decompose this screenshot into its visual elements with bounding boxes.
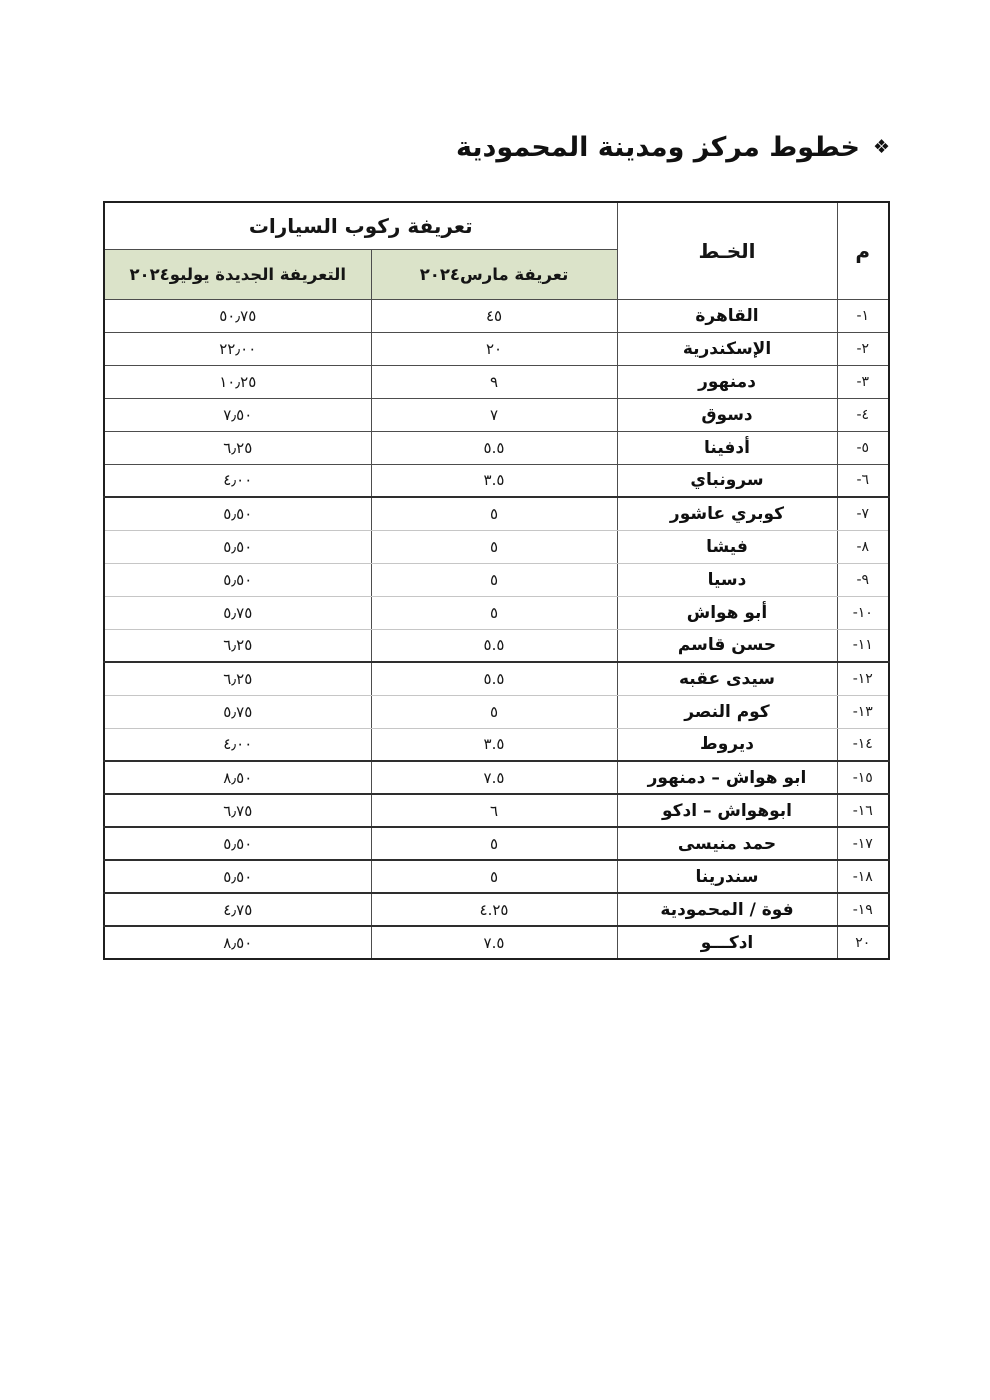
new-fare-value: ١٠٫٢٥ [104, 365, 371, 398]
row-number: -٨ [837, 530, 889, 563]
header-col-new-july-2024: التعريفة الجديدة يوليو٢٠٢٤ [104, 249, 371, 299]
line-name: دسيا [617, 563, 837, 596]
march-fare-value: ٢٠ [371, 332, 617, 365]
line-name: أبو هواش [617, 596, 837, 629]
row-number: -١١ [837, 629, 889, 662]
march-fare-value: ٥.٥ [371, 431, 617, 464]
line-name: الإسكندرية [617, 332, 837, 365]
table-row [104, 629, 889, 662]
header-col-march-2024: تعريفة مارس٢٠٢٤ [371, 249, 617, 299]
march-fare-value: ٥.٥ [371, 662, 617, 695]
row-number: -٢ [837, 332, 889, 365]
new-fare-value: ٨٫٥٠ [104, 926, 371, 959]
table-row [104, 563, 889, 596]
document-page [0, 132, 990, 1400]
page-title-text: خطوط مركز ومدينة المحمودية [456, 132, 860, 163]
table-row [104, 728, 889, 761]
table-row [104, 365, 889, 398]
row-number: -١٦ [837, 794, 889, 827]
new-fare-value: ٥٫٥٠ [104, 827, 371, 860]
row-number: -١٥ [837, 761, 889, 794]
table-row [104, 695, 889, 728]
new-fare-value: ٤٫٠٠ [104, 728, 371, 761]
table-row [104, 827, 889, 860]
table-row [104, 596, 889, 629]
table-row [104, 431, 889, 464]
row-number: -٥ [837, 431, 889, 464]
table-row [104, 926, 889, 959]
line-name: دسوق [617, 398, 837, 431]
line-name: دمنهور [617, 365, 837, 398]
new-fare-value: ٢٢٫٠٠ [104, 332, 371, 365]
line-name: ديروط [617, 728, 837, 761]
line-name: ابوهواش – ادكو [617, 794, 837, 827]
fare-table [103, 201, 890, 960]
table-row [104, 860, 889, 893]
march-fare-value: ٤٥ [371, 299, 617, 332]
table-row [104, 761, 889, 794]
new-fare-value: ٦٫٢٥ [104, 662, 371, 695]
table-row [104, 299, 889, 332]
new-fare-value: ٤٫٠٠ [104, 464, 371, 497]
new-fare-value: ٥٫٧٥ [104, 596, 371, 629]
new-fare-value: ٥٫٥٠ [104, 563, 371, 596]
row-number: -٤ [837, 398, 889, 431]
header-col-line: الخـط [617, 202, 837, 299]
table-row [104, 398, 889, 431]
line-name: سيدى عقبه [617, 662, 837, 695]
header-row-1 [104, 202, 889, 249]
table-row [104, 332, 889, 365]
march-fare-value: ٥ [371, 563, 617, 596]
header-tariff-group: تعريفة ركوب السيارات [104, 202, 617, 249]
new-fare-value: ٨٫٥٠ [104, 761, 371, 794]
row-number: -١٣ [837, 695, 889, 728]
line-name: سرونباي [617, 464, 837, 497]
new-fare-value: ٧٫٥٠ [104, 398, 371, 431]
line-name: فيشا [617, 530, 837, 563]
line-name: ابو هواش – دمنهور [617, 761, 837, 794]
header-col-num: م [837, 202, 889, 299]
row-number: -١٨ [837, 860, 889, 893]
march-fare-value: ٥ [371, 497, 617, 530]
march-fare-value: ٣.٥ [371, 728, 617, 761]
table-row [104, 497, 889, 530]
line-name: كوم النصر [617, 695, 837, 728]
new-fare-value: ٦٫٢٥ [104, 629, 371, 662]
new-fare-value: ٥٫٥٠ [104, 530, 371, 563]
new-fare-value: ٦٫٧٥ [104, 794, 371, 827]
fare-table-header [104, 202, 889, 299]
row-number: -٦ [837, 464, 889, 497]
march-fare-value: ٧ [371, 398, 617, 431]
row-number: -١ [837, 299, 889, 332]
new-fare-value: ٤٫٧٥ [104, 893, 371, 926]
line-name: ادكـــو [617, 926, 837, 959]
row-number: -٣ [837, 365, 889, 398]
row-number: -١٤ [837, 728, 889, 761]
row-number: ٢٠ [837, 926, 889, 959]
march-fare-value: ٥ [371, 827, 617, 860]
line-name: فوة / المحمودية [617, 893, 837, 926]
fare-table-wrapper [103, 201, 888, 960]
line-name: القاهرة [617, 299, 837, 332]
new-fare-value: ٥٫٥٠ [104, 860, 371, 893]
march-fare-value: ٦ [371, 794, 617, 827]
march-fare-value: ٣.٥ [371, 464, 617, 497]
table-row [104, 662, 889, 695]
row-number: -١٩ [837, 893, 889, 926]
table-row [104, 464, 889, 497]
row-number: -٧ [837, 497, 889, 530]
new-fare-value: ٥٠٫٧٥ [104, 299, 371, 332]
new-fare-value: ٦٫٢٥ [104, 431, 371, 464]
march-fare-value: ٩ [371, 365, 617, 398]
page-title [103, 132, 890, 163]
row-number: -١٧ [837, 827, 889, 860]
row-number: -١٢ [837, 662, 889, 695]
new-fare-value: ٥٫٧٥ [104, 695, 371, 728]
diamond-bullet-icon: ❖ [872, 136, 890, 158]
line-name: حسن قاسم [617, 629, 837, 662]
march-fare-value: ٥ [371, 596, 617, 629]
table-row [104, 530, 889, 563]
row-number: -١٠ [837, 596, 889, 629]
march-fare-value: ٧.٥ [371, 926, 617, 959]
fare-table-body [104, 299, 889, 959]
march-fare-value: ٥ [371, 695, 617, 728]
line-name: حمد منيسى [617, 827, 837, 860]
march-fare-value: ٧.٥ [371, 761, 617, 794]
march-fare-value: ٥ [371, 860, 617, 893]
line-name: كوبري عاشور [617, 497, 837, 530]
table-row [104, 794, 889, 827]
line-name: أدفينا [617, 431, 837, 464]
row-number: -٩ [837, 563, 889, 596]
new-fare-value: ٥٫٥٠ [104, 497, 371, 530]
march-fare-value: ٤.٢٥ [371, 893, 617, 926]
table-row [104, 893, 889, 926]
march-fare-value: ٥ [371, 530, 617, 563]
march-fare-value: ٥.٥ [371, 629, 617, 662]
line-name: سندرينا [617, 860, 837, 893]
